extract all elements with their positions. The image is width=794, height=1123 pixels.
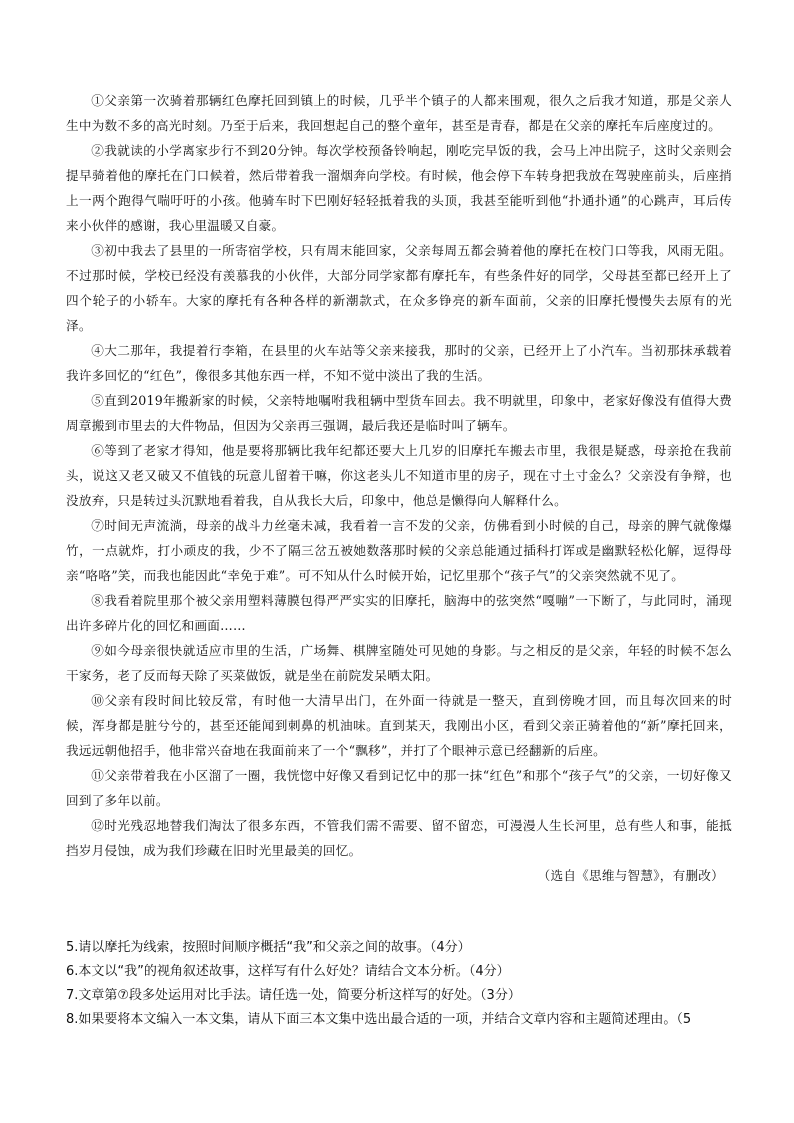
paragraph-3: ③初中我去了县里的一所寄宿学校，只有周末能回家，父亲每周五都会骑着他的摩托在校门口等我，风雨无阻。不过那时候，学校已经没有羡慕我的小伙伴，大部分同学家都有摩托车，有些条件好的同学，父母甚至都已经开上了四个轮子的小轿车。大家的摩托有各种各样的新潮款式，在众多铮亮的新车面前，父亲的旧摩托慢慢失去原有的光泽。 bbox=[66, 243, 732, 333]
paragraph-6: ⑥等到了老家才得知，他是要将那辆比我年纪都还要大上几岁的旧摩托车搬去市里，我很是疑惑，母亲抢在我前头，说这又老又破又不值钱的玩意儿留着干嘛，你这老头儿不知道市里的房子，现在寸土寸金么？父亲没有争辩，也没放弃，只是转过头沉默地看着我，自从我长大后，印象中，他总是懒得向人解释什么。 bbox=[66, 443, 732, 508]
question-8: 8.如果要将本文编入一本文集，请从下面三本文集中选出最合适的一项，并结合文章内容和主题简述理由。（5 bbox=[66, 1012, 692, 1027]
paragraph-10: ⑩父亲有段时间比较反常，有时他一大清早出门，在外面一待就是一整天，直到傍晚才回，而且每次回来的时候，浑身都是脏兮兮的，甚至还能闻到刺鼻的机油味。直到某天，我刚出小区，看到父亲正骑着他的“新”摩托回来，我远远朝他招手，他非常兴奋地在我面前来了一个“飘移”，并打了个眼神示意已经翻新的后座。 bbox=[66, 693, 732, 758]
question-list bbox=[66, 936, 742, 1032]
question-7: 7.文章第⑦段多处运用对比手法。请任选一处，简要分析这样写的好处。（3分） bbox=[66, 988, 521, 1003]
paragraph-2: ②我就读的小学离家步行不到20分钟。每次学校预备铃响起，刚吃完早饭的我，会马上冲出院子，这时父亲则会提早骑着他的摩托在门口候着，然后带着我一溜烟奔向学校。有时候，他会停下车转身把我放在驾驶座前头，后座捎上一两个跑得气喘吁吁的小孩。他骑车时下巴刚好轻轻抵着我的头顶，我甚至能听到他“扑通扑通”的心跳声，耳后传来小伙伴的感谢，我心里温暖又自豪。 bbox=[66, 143, 732, 233]
question-6: 6.本文以“我”的视角叙述故事，这样写有什么好处？请结合文本分析。（4分） bbox=[66, 964, 510, 979]
paragraph-7: ⑦时间无声流淌，母亲的战斗力丝毫未减，我看着一言不发的父亲，仿佛看到小时候的自己，母亲的脾气就像爆竹，一点就炸，打小顽皮的我，少不了隔三岔五被她数落那时候的父亲总能通过插科打诨或是幽默轻松化解，逗得母亲“咯咯”笑，而我也能因此“幸免于难”。可不知从什么时候开始，记忆里那个“孩子气”的父亲突然就不见了。 bbox=[66, 518, 732, 583]
question-5: 5.请以摩托为线索，按照时间顺序概括“我”和父亲之间的故事。（4分） bbox=[66, 940, 471, 955]
paragraph-8: ⑧我看着院里那个被父亲用塑料薄膜包得严严实实的旧摩托，脑海中的弦突然“嘎嘣”一下断了，与此同时，涌现出许多碎片化的回忆和画面…… bbox=[66, 593, 732, 633]
paragraph-5: ⑤直到2019年搬新家的时候，父亲特地嘱咐我租辆中型货车回去。我不明就里，印象中，老家好像没有值得大费周章搬到市里去的大件物品，但因为父亲再三强调，最后我还是临时叫了辆车。 bbox=[66, 393, 732, 433]
article-body bbox=[66, 88, 732, 888]
paragraph-9: ⑨如今母亲很快就适应市里的生活，广场舞、棋牌室随处可见她的身影。与之相反的是父亲，年轻的时候不怎么干家务，老了反而每天除了买菜做饭，就是坐在前院发呆晒太阳。 bbox=[66, 643, 732, 683]
paragraph-12: ⑫时光残忍地替我们淘汰了很多东西，不管我们需不需要、留不留恋，可漫漫人生长河里，总有些人和事，能抵挡岁月侵蚀，成为我们珍藏在旧时光里最美的回忆。 bbox=[66, 818, 732, 858]
source-citation: （选自《思维与智慧》，有删改） bbox=[537, 868, 724, 883]
paragraph-1: ①父亲第一次骑着那辆红色摩托回到镇上的时候，几乎半个镇子的人都来围观，很久之后我才知道，那是父亲人生中为数不多的高光时刻。乃至于后来，我回想起自己的整个童年，甚至是青春，都是在父亲的摩托车后座度过的。 bbox=[66, 93, 732, 133]
paragraph-4: ④大二那年，我提着行李箱，在县里的火车站等父亲来接我，那时的父亲，已经开上了小汽车。当初那抹承载着我许多回忆的“红色”，像很多其他东西一样，不知不觉中淡出了我的生活。 bbox=[66, 343, 732, 383]
paragraph-11: ⑪父亲带着我在小区溜了一圈，我恍惚中好像又看到记忆中的那一抹“红色”和那个“孩子气”的父亲，一切好像又回到了多年以前。 bbox=[66, 768, 732, 808]
